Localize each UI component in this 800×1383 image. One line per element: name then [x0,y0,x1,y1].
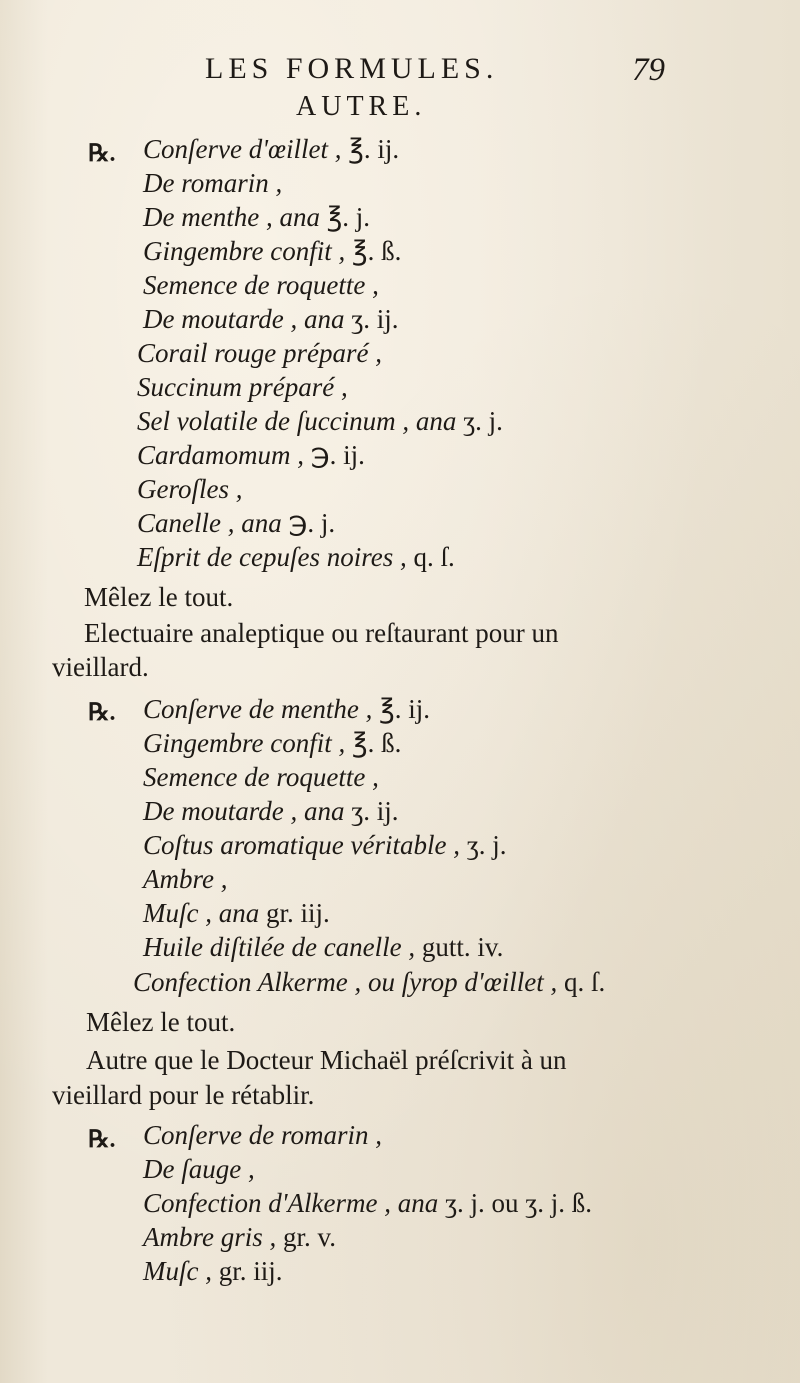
recipe-line [143,268,379,302]
recipe-symbol: ℞. [88,1127,116,1153]
ingredient: Semence de roquette , [143,762,379,792]
recipe-line [143,302,398,336]
dose: gr. iij. [265,898,330,928]
ingredient: Semence de roquette , [143,270,379,300]
recipe-line [137,506,335,540]
ingredient: Gingembre confit , [143,236,346,266]
ingredient: Geroſles , [137,474,243,504]
ingredient: De moutarde , ana [143,304,345,334]
ingredient: Gingembre confit , [143,728,346,758]
dose: ʒ. ij. [351,304,399,334]
dose: ʒ. j. [466,830,507,860]
section-title: AUTRE. [296,91,427,122]
dose: gutt. iv. [421,932,504,962]
recipe-line [143,692,430,726]
recipe-line [137,438,365,472]
ingredient: Canelle , ana [137,508,282,538]
recipe-line [143,1118,382,1152]
ingredient: De romarin , [143,168,283,198]
dose: ℥. ij. [348,134,400,164]
running-head: LES FORMULES. [205,52,499,85]
recipe-line [143,200,370,234]
ingredient: Huile diſtilée de canelle , [143,932,416,962]
ingredient: Eſprit de cериſes noires , [137,542,407,572]
dose: ʒ. ij. [351,796,399,826]
instruction-text: Mêlez le tout. [84,582,234,612]
recipe-line [137,370,348,404]
instruction-text: Mêlez le tout. [86,1007,236,1037]
recipe-line [143,234,401,268]
recipe-line [143,794,398,828]
ingredient: Muſc , [143,1256,212,1286]
recipe-line [137,540,455,574]
recipe-line [143,760,379,794]
ingredient: Ambre gris , [143,1222,277,1252]
recipe-line [143,896,330,930]
paragraph-line: Electuaire analeptique ou reſtaurant pour un [84,618,559,648]
paragraph-line: Autre que le Docteur Michaël préſcrivit à un [86,1045,567,1075]
dose: ℥. ß. [351,236,402,266]
recipe-symbol: ℞. [88,141,116,167]
ingredient: Ambre , [143,864,228,894]
recipe-line [143,862,227,896]
dose: q. ſ. [413,542,455,572]
ingredient: Muſc , ana [143,898,260,928]
ingredient: Conſerve de romarin , [143,1120,382,1150]
ingredient: Corail rouge préparé , [137,338,382,368]
recipe-line [143,930,503,964]
dose: ℈. j. [288,508,336,538]
recipe-line [143,1152,255,1186]
recipe-line [137,404,503,438]
ingredient: Coſtus aromatique véritable , [143,830,460,860]
ingredient: Conſerve de menthe , [143,694,373,724]
recipe-line [137,336,382,370]
ingredient: Cardamomum , [137,440,305,470]
ingredient: Sel volatile de ſuccinum , ana [137,406,457,436]
recipe-line [143,1220,336,1254]
dose: ℥. ß. [351,728,402,758]
recipe-line [143,1186,592,1220]
ingredient: Succinum préparé , [137,372,348,402]
dose: gr. v. [283,1222,336,1252]
recipe-line [143,1254,283,1288]
dose: q. ſ. [563,967,606,997]
dose: ʒ. j. [463,406,503,436]
recipe-line [143,726,401,760]
recipe-line [133,965,605,999]
ingredient: De moutarde , ana [143,796,345,826]
dose: ℥. ij. [379,694,431,724]
ingredient: Confection d'Alkerme , ana [143,1188,439,1218]
paragraph-line: vieillard. [52,652,149,682]
ingredient: De menthe , ana [143,202,320,232]
recipe-symbol: ℞. [88,700,116,726]
recipe-line [143,828,506,862]
ingredient: De ſauge , [143,1154,255,1184]
dose: ℥. j. [326,202,371,232]
paragraph-line: vieillard pour le rétablir. [52,1080,315,1110]
ingredient: Confection Alkerme , ou ſyrop d'œillet , [133,967,558,997]
dose: gr. iij. [218,1256,283,1286]
recipe-line [143,166,282,200]
page-number: 79 [632,52,665,88]
dose: ʒ. j. ou ʒ. j. ß. [444,1188,592,1218]
dose: ℈. ij. [310,440,365,470]
recipe-line [143,132,399,166]
ingredient: Conſerve d'œillet , [143,134,342,164]
recipe-line [137,472,242,506]
